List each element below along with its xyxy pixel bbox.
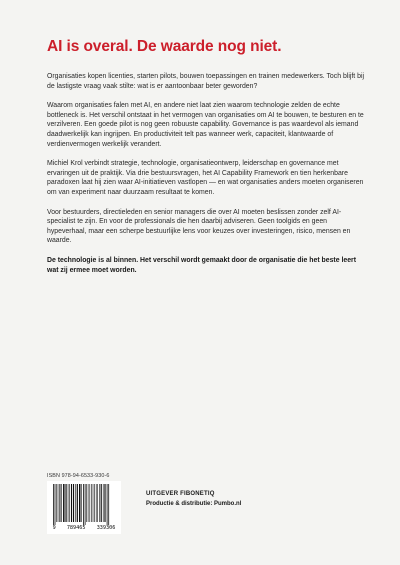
barcode-bar: [79, 484, 81, 522]
barcode-bars: [47, 481, 121, 525]
barcode-digit-group-right: 339306: [96, 525, 116, 531]
blurb-paragraph-3: Michiel Krol verbindt strategie, technologie, organisatieontwerp, leiderschap en governance met ervaringen uit de praktijk. Via drie bestuursvragen, het AI Capability Framework en tien herkenbare paradoxen laat hij zien waar AI-initiatieven vastlopen — en wat organisaties anders moeten organiseren om van experiment naar duurzaam resultaat te komen.: [47, 160, 364, 196]
barcode-bar: [90, 484, 91, 522]
barcode-bar: [55, 484, 56, 525]
barcode-bar: [88, 484, 89, 522]
barcode-digits: [47, 525, 121, 531]
barcode-bar: [68, 484, 69, 522]
barcode-bar: [81, 484, 82, 522]
barcode-bar: [65, 484, 66, 522]
barcode-bar: [73, 484, 74, 522]
barcode-bar: [53, 484, 54, 525]
barcode-bar: [108, 484, 109, 525]
barcode-bar: [77, 484, 78, 522]
barcode-bar: [86, 484, 87, 522]
barcode-bar: [107, 484, 108, 525]
barcode-bar: [58, 484, 59, 522]
distribution-info: Productie & distributie: Pumbo.nl: [146, 501, 242, 507]
barcode-bar: [104, 484, 105, 522]
barcode-bar: [61, 484, 62, 522]
barcode-bar: [94, 484, 95, 522]
barcode-bar: [63, 484, 65, 522]
barcode-bar: [69, 484, 70, 522]
barcode-bar: [97, 484, 98, 522]
barcode-bar: [91, 484, 92, 522]
blurb-paragraph-4: Voor bestuurders, directieleden en senior managers die over AI moeten beslissen zonder zelf AI-specialist te zijn. En voor de professionals die hen daarbij adviseren. Geen toolgids en geen hypeverhaal, maar een scherpe bestuurlijke lens voor keuzes over investeringen, risico, mensen en waarde.: [47, 208, 351, 245]
blurb-paragraph-2: Waarom organisaties falen met AI, en andere niet laat zien waarom technologie zelden de echte bottleneck is. Het verschil ontstaat in het vermogen van organisaties om AI te bouwen, te besturen en te verzilveren. Een goede pilot is nog geen robuuste capability. Governance is pas waardevol als iemand daadwerkelijk kan ingrijpen. En productiviteit telt pas wanneer werk, capaciteit, klantwaarde of verdienvermogen werkelijk verandert.: [47, 102, 364, 148]
barcode-bar: [59, 484, 60, 522]
barcode-bar: [56, 484, 57, 522]
barcode-bar: [85, 484, 86, 525]
barcode-bar: [93, 484, 94, 522]
barcode-digit-lead: 9: [52, 525, 56, 531]
barcode-bar: [83, 484, 84, 525]
publisher-name: UITGEVER FIBONETIQ: [146, 491, 215, 497]
barcode-bar: [99, 484, 100, 522]
headline: AI is overal. De waarde nog niet.: [47, 38, 282, 55]
blurb: [47, 72, 365, 285]
closing-statement: De technologie is al binnen. Het verschil wordt gemaakt door de organisatie die het beste leert wat zij ermee moet worden.: [47, 256, 357, 274]
barcode-bar: [71, 484, 72, 522]
barcode-digit-group-left: 789465: [66, 525, 86, 531]
barcode-bar: [96, 484, 97, 522]
blurb-paragraph-1: Organisaties kopen licenties, starten pilots, bouwen toepassingen en trainen medewerkers. Toch blijft bij de lastigste vraag vaak stilte: wat is er aantoonbaar beter geworden?: [47, 73, 365, 90]
isbn-label: ISBN 978-94-6533-930-6: [47, 473, 110, 479]
barcode-bar: [75, 484, 76, 522]
barcode-bar: [101, 484, 102, 522]
barcode: [47, 481, 121, 534]
barcode-bar: [103, 484, 104, 522]
